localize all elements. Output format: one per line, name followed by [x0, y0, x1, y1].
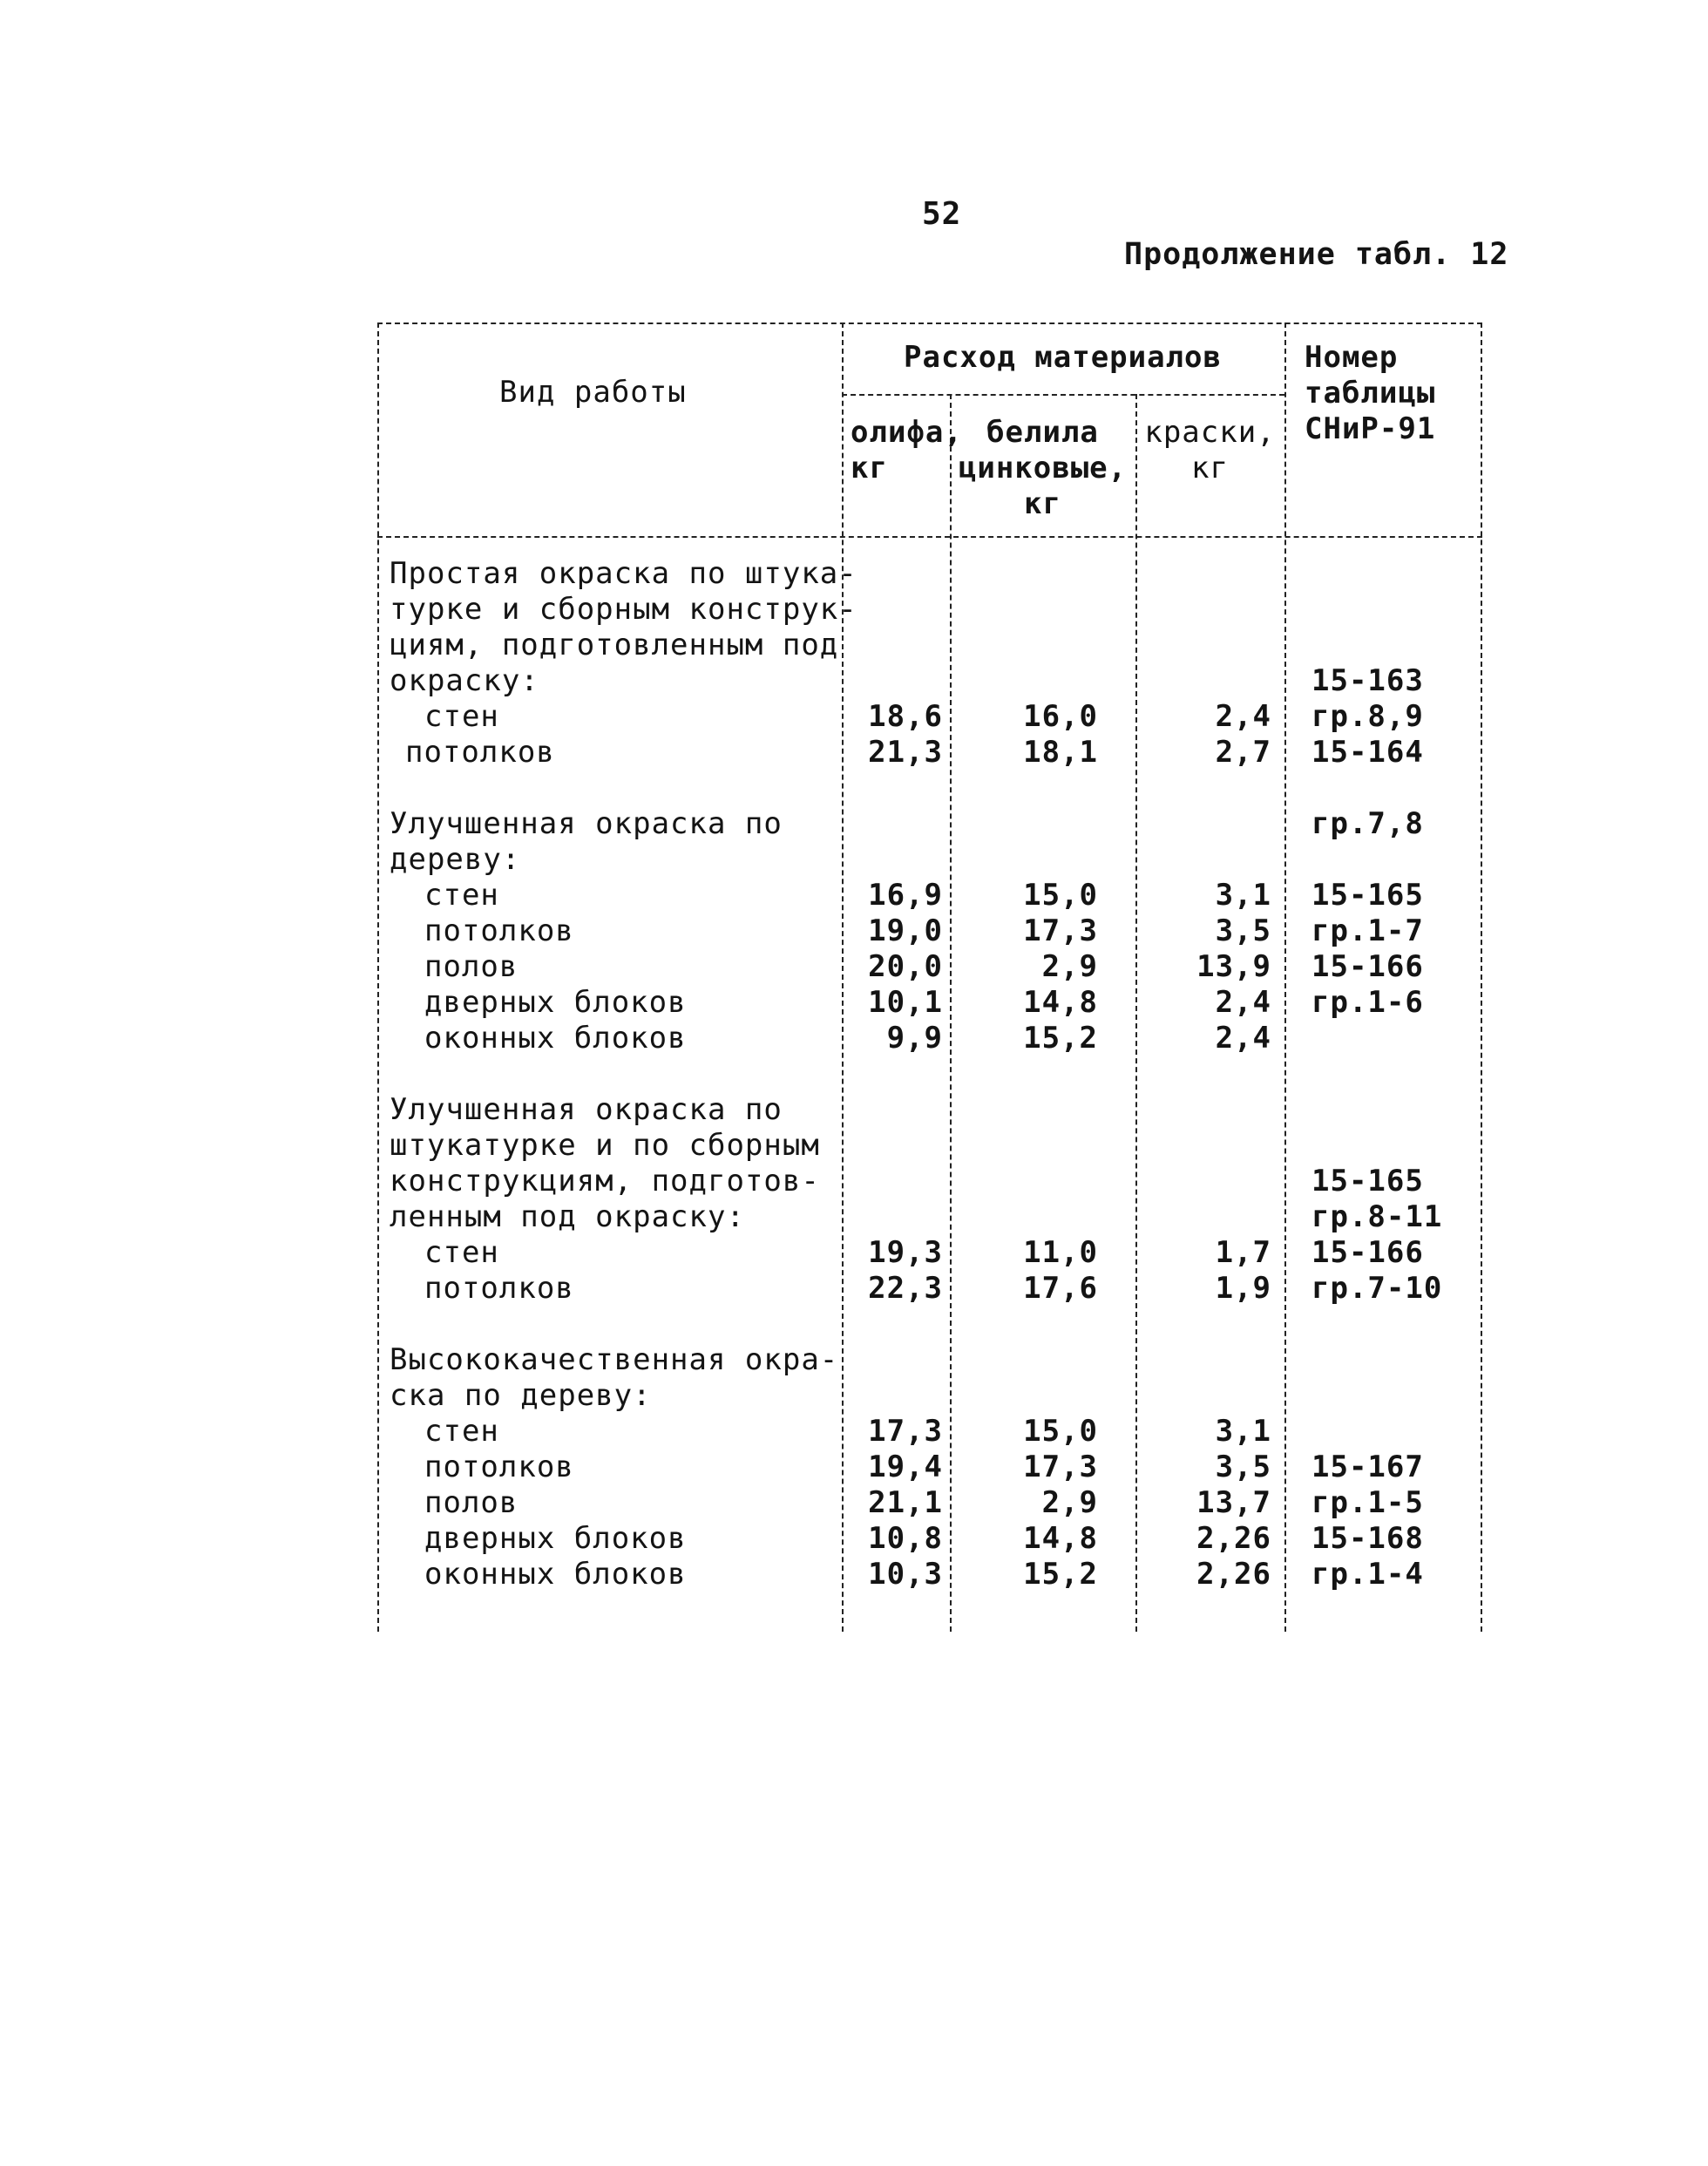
- table-ref-cell: 15-167: [1312, 1450, 1424, 1484]
- work-type-line: оконных блоков: [424, 1021, 687, 1056]
- olifa-cell: [842, 806, 943, 842]
- continuation-label: Продолжение табл. 12: [1124, 237, 1509, 272]
- olifa-cell: 18,6: [868, 699, 943, 734]
- work-type-line: стен: [424, 1414, 499, 1449]
- olifa-cell: 19,3: [868, 1235, 943, 1270]
- kraski-cell: [1135, 592, 1271, 628]
- olifa-cell: [842, 771, 943, 806]
- belila-cell: [950, 628, 1098, 663]
- table-ref-cell: 15-164: [1312, 735, 1424, 770]
- kraski-cell: 2,7: [1215, 735, 1271, 770]
- work-type-line: потолков: [405, 735, 555, 770]
- table-left-border: [377, 323, 379, 1632]
- header-kraski: [1135, 415, 1284, 486]
- materials-subheader-line: [842, 394, 1284, 396]
- work-type-line: стен: [424, 699, 499, 734]
- work-type-line: ленным под окраску:: [390, 1199, 745, 1234]
- header-olifa-line: олифа,: [851, 415, 963, 450]
- olifa-cell: 10,8: [868, 1521, 943, 1556]
- work-type-line: дереву:: [390, 842, 521, 877]
- olifa-cell: 20,0: [868, 949, 943, 984]
- belila-cell: [950, 1378, 1098, 1414]
- belila-cell: 14,8: [1023, 985, 1098, 1020]
- header-table-ref: [1305, 340, 1435, 447]
- olifa-cell: [842, 842, 943, 878]
- header-olifa-line: кг: [851, 451, 888, 485]
- work-type-line: дверных блоков: [424, 985, 687, 1020]
- olifa-cell: [842, 592, 943, 628]
- table-ref-cell: гр.1-5: [1312, 1485, 1424, 1520]
- row-gap: [390, 1056, 843, 1092]
- olifa-cell: [842, 1056, 943, 1092]
- belila-cell: 15,2: [1023, 1557, 1098, 1592]
- belila-cell: [950, 1128, 1098, 1164]
- olifa-cell: [842, 1378, 943, 1414]
- olifa-cell: [842, 628, 943, 663]
- belila-cell: 2,9: [1041, 949, 1098, 984]
- work-type-line: Простая окраска по штука-: [390, 556, 857, 591]
- header-belila: [950, 415, 1135, 522]
- work-type-line: потолков: [424, 1271, 574, 1306]
- work-type-line: стен: [424, 878, 499, 913]
- table-ref-column: [1312, 556, 1442, 1592]
- belila-cell: [950, 1056, 1098, 1092]
- olifa-cell: 16,9: [868, 878, 943, 913]
- olifa-cell: 19,4: [868, 1450, 943, 1484]
- belila-cell: 17,3: [1023, 1450, 1098, 1484]
- table-ref-cell: гр.7,8: [1312, 806, 1424, 841]
- kraski-cell: 2,26: [1196, 1557, 1271, 1592]
- olifa-cell: [842, 1128, 943, 1164]
- table-ref-cell: гр.1-4: [1312, 1557, 1424, 1592]
- kraski-cell: [1135, 556, 1271, 592]
- header-table-ref-line: СНиР-91: [1305, 411, 1436, 446]
- olifa-cell: 21,3: [868, 735, 943, 770]
- belila-cell: [950, 842, 1098, 878]
- olifa-cell: 10,1: [868, 985, 943, 1020]
- header-bottom-border: [377, 536, 1482, 538]
- olifa-cell: [842, 1307, 943, 1342]
- table-ref-cell: [1312, 1307, 1442, 1342]
- table-top-border: [377, 323, 1482, 324]
- table-ref-cell: [1312, 1128, 1442, 1164]
- work-type-line: потолков: [424, 913, 574, 948]
- kraski-cell: [1135, 771, 1271, 806]
- belila-cell: 14,8: [1023, 1521, 1098, 1556]
- kraski-cell: [1135, 806, 1271, 842]
- belila-cell: 18,1: [1023, 735, 1098, 770]
- belila-cell: [950, 1164, 1098, 1199]
- olifa-cell: 9,9: [886, 1021, 943, 1056]
- belila-cell: [950, 1199, 1098, 1235]
- kraski-cell: [1135, 1307, 1271, 1342]
- work-type-line: циям, подготовленным под: [390, 628, 839, 662]
- belila-cell: 17,3: [1023, 913, 1098, 948]
- kraski-cell: 13,7: [1196, 1485, 1271, 1520]
- table-ref-cell: 15-165: [1312, 1164, 1424, 1198]
- olifa-cell: [842, 1199, 943, 1235]
- table-ref-cell: 15-166: [1312, 949, 1424, 984]
- work-type-line: дверных блоков: [424, 1521, 687, 1556]
- table-ref-cell: гр.8,9: [1312, 699, 1424, 734]
- work-type-line: полов: [424, 1485, 518, 1520]
- kraski-cell: 3,5: [1215, 1450, 1271, 1484]
- belila-cell: [950, 806, 1098, 842]
- row-gap: [390, 771, 843, 806]
- table-ref-cell: гр.1-7: [1312, 913, 1424, 948]
- table-right-border: [1481, 323, 1482, 1632]
- work-type-line: оконных блоков: [424, 1557, 687, 1592]
- table-ref-cell: гр.1-6: [1312, 985, 1424, 1020]
- table-ref-cell: [1312, 1092, 1442, 1128]
- olifa-column: [842, 556, 943, 1592]
- work-type-line: Улучшенная окраска по: [390, 806, 783, 841]
- belila-cell: 11,0: [1023, 1235, 1098, 1270]
- table-ref-cell: 15-165: [1312, 878, 1424, 913]
- table-ref-cell: 15-168: [1312, 1521, 1424, 1556]
- header-table-ref-line: таблицы: [1305, 376, 1436, 411]
- kraski-cell: [1135, 1199, 1271, 1235]
- kraski-cell: [1135, 1164, 1271, 1199]
- table-ref-cell: [1312, 1378, 1442, 1414]
- belila-cell: [950, 1342, 1098, 1378]
- olifa-cell: [842, 1092, 943, 1128]
- work-type-line: штукатурке и по сборным: [390, 1128, 820, 1163]
- kraski-cell: 3,1: [1215, 878, 1271, 913]
- kraski-cell: 3,1: [1215, 1414, 1271, 1449]
- header-kraski-line: кг: [1191, 451, 1229, 485]
- table-ref-cell: [1312, 556, 1442, 592]
- kraski-cell: 2,26: [1196, 1521, 1271, 1556]
- table-ref-cell: [1312, 592, 1442, 628]
- kraski-cell: [1135, 842, 1271, 878]
- work-type-column: [390, 556, 857, 1592]
- work-type-line: конструкциям, подготов-: [390, 1164, 820, 1198]
- kraski-cell: [1135, 1128, 1271, 1164]
- header-materials-group: Расход материалов: [904, 340, 1222, 375]
- belila-cell: 2,9: [1041, 1485, 1098, 1520]
- belila-cell: [950, 556, 1098, 592]
- kraski-cell: [1135, 1092, 1271, 1128]
- kraski-cell: 2,4: [1215, 699, 1271, 734]
- kraski-cell: 1,7: [1215, 1235, 1271, 1270]
- belila-cell: [950, 592, 1098, 628]
- olifa-cell: [842, 1342, 943, 1378]
- table-ref-cell: гр.7-10: [1312, 1271, 1443, 1306]
- belila-cell: [950, 663, 1098, 699]
- belila-cell: [950, 771, 1098, 806]
- belila-cell: 15,0: [1023, 878, 1098, 913]
- olifa-cell: 21,1: [868, 1485, 943, 1520]
- olifa-cell: 17,3: [868, 1414, 943, 1449]
- table-ref-cell: гр.8-11: [1312, 1199, 1443, 1234]
- olifa-cell: [842, 556, 943, 592]
- header-belila-line: цинковые,: [958, 451, 1128, 485]
- table-ref-cell: [1312, 842, 1442, 878]
- work-type-line: полов: [424, 949, 518, 984]
- row-gap: [390, 1307, 843, 1342]
- page-number: 52: [922, 196, 962, 232]
- header-belila-line: белила: [986, 415, 1099, 450]
- kraski-cell: [1135, 1056, 1271, 1092]
- header-olifa: [851, 415, 963, 486]
- header-table-ref-line: Номер: [1305, 340, 1399, 375]
- kraski-cell: [1135, 1378, 1271, 1414]
- table-ref-cell: [1312, 1414, 1442, 1450]
- olifa-cell: [842, 663, 943, 699]
- work-type-line: ска по дереву:: [390, 1378, 652, 1413]
- kraski-cell: 13,9: [1196, 949, 1271, 984]
- header-kraski-line: краски,: [1144, 415, 1276, 450]
- kraski-column: [1135, 556, 1271, 1592]
- col-divider-4: [1284, 323, 1286, 1632]
- work-type-line: турке и сборным конструк-: [390, 592, 857, 627]
- table-ref-cell: 15-163: [1312, 663, 1424, 698]
- table-ref-cell: [1312, 771, 1442, 806]
- header-belila-line: кг: [1024, 486, 1061, 521]
- belila-cell: 16,0: [1023, 699, 1098, 734]
- table-ref-cell: [1312, 1342, 1442, 1378]
- materials-table: [377, 323, 1482, 1632]
- olifa-cell: 19,0: [868, 913, 943, 948]
- kraski-cell: 3,5: [1215, 913, 1271, 948]
- belila-cell: 17,6: [1023, 1271, 1098, 1306]
- kraski-cell: 2,4: [1215, 1021, 1271, 1056]
- belila-cell: [950, 1092, 1098, 1128]
- belila-cell: 15,0: [1023, 1414, 1098, 1449]
- belila-cell: 15,2: [1023, 1021, 1098, 1056]
- header-work-type: Вид работы: [499, 375, 687, 410]
- kraski-cell: 2,4: [1215, 985, 1271, 1020]
- olifa-cell: 10,3: [868, 1557, 943, 1592]
- table-ref-cell: [1312, 628, 1442, 663]
- table-ref-cell: [1312, 1021, 1442, 1056]
- table-ref-cell: [1312, 1056, 1442, 1092]
- work-type-line: стен: [424, 1235, 499, 1270]
- table-ref-cell: 15-166: [1312, 1235, 1424, 1270]
- kraski-cell: [1135, 663, 1271, 699]
- belila-cell: [950, 1307, 1098, 1342]
- kraski-cell: 1,9: [1215, 1271, 1271, 1306]
- work-type-line: Улучшенная окраска по: [390, 1092, 783, 1127]
- kraski-cell: [1135, 1342, 1271, 1378]
- work-type-line: Высококачественная окра-: [390, 1342, 839, 1377]
- work-type-line: окраску:: [390, 663, 539, 698]
- olifa-cell: 22,3: [868, 1271, 943, 1306]
- belila-column: [950, 556, 1098, 1592]
- work-type-line: потолков: [424, 1450, 574, 1484]
- kraski-cell: [1135, 628, 1271, 663]
- olifa-cell: [842, 1164, 943, 1199]
